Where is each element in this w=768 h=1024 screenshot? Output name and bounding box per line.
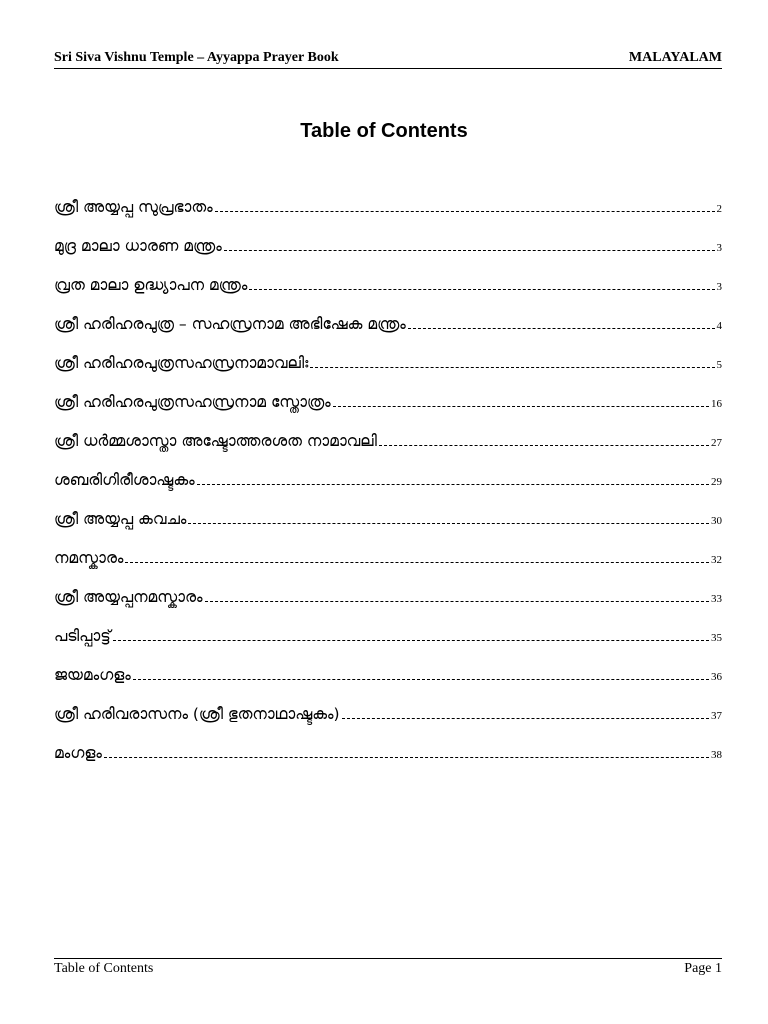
toc-entry[interactable]	[54, 336, 722, 375]
toc-leader	[133, 678, 709, 680]
toc-leader	[197, 483, 709, 485]
toc-entry-label: മംഗളം	[54, 744, 102, 762]
toc-entry-page: 4	[716, 320, 722, 332]
toc-entry[interactable]	[54, 297, 722, 336]
page-footer	[54, 958, 722, 977]
footer-page-number: Page 1	[684, 961, 722, 976]
toc-entry-label: പടിപ്പാട്ട്	[54, 627, 111, 645]
toc-leader	[188, 522, 709, 524]
toc-entry-page: 37	[711, 710, 722, 722]
toc-entry-page: 36	[711, 671, 722, 683]
footer-section-title: Table of Contents	[54, 961, 154, 976]
toc-entry-page: 35	[711, 632, 722, 644]
toc-entry-label: ശ്രീ ഹരിഹരപുത്ര – സഹസ്രനാമ അഭിഷേക മന്ത്രം	[54, 315, 406, 333]
toc-entry-page: 32	[711, 554, 722, 566]
toc-entry[interactable]	[54, 180, 722, 219]
toc-entry[interactable]	[54, 219, 722, 258]
toc-entry-page: 5	[716, 359, 722, 371]
toc-entry-label: നമസ്കാരം	[54, 549, 124, 567]
toc-entry-label: ശ്രീ ധർമ്മശാസ്താ അഷ്ടോത്തരശത നാമാവലി	[54, 432, 377, 450]
table-of-contents	[54, 180, 722, 765]
toc-entry[interactable]	[54, 453, 722, 492]
toc-entry-page: 30	[711, 515, 722, 527]
toc-entry[interactable]	[54, 375, 722, 414]
toc-entry-label: ശ്രീ അയ്യപ്പ കവചം	[54, 510, 187, 528]
toc-entry-label: ശബരിഗിരീശാഷ്ടകം	[54, 471, 195, 489]
toc-entry[interactable]	[54, 414, 722, 453]
toc-entry-page: 29	[711, 476, 722, 488]
toc-entry[interactable]	[54, 570, 722, 609]
toc-entry[interactable]	[54, 531, 722, 570]
toc-entry-page: 16	[711, 398, 722, 410]
page-header	[54, 46, 722, 69]
toc-entry[interactable]	[54, 258, 722, 297]
toc-leader	[342, 717, 709, 719]
toc-entry-page: 27	[711, 437, 722, 449]
toc-entry[interactable]	[54, 687, 722, 726]
toc-entry-page: 38	[711, 749, 722, 761]
toc-leader	[408, 327, 715, 329]
toc-leader	[215, 210, 715, 212]
toc-entry-label: ജയമംഗളം	[54, 666, 131, 684]
toc-leader	[249, 288, 714, 290]
toc-entry-page: 2	[716, 203, 722, 215]
toc-entry-label: വ്രത മാലാ ഉദ്ധ്യാപന മന്ത്രം	[54, 276, 248, 294]
toc-entry[interactable]	[54, 648, 722, 687]
toc-entry-label: മുദ്ര മാലാ ധാരണ മന്ത്രം	[54, 237, 222, 255]
toc-leader	[379, 444, 709, 446]
toc-entry[interactable]	[54, 726, 722, 765]
toc-entry-page: 3	[716, 242, 722, 254]
toc-leader	[104, 756, 709, 758]
toc-entry[interactable]	[54, 609, 722, 648]
toc-leader	[125, 561, 709, 563]
toc-entry-label: ശ്രീ അയ്യപ്പ സുപ്രഭാതം	[54, 198, 213, 216]
toc-leader	[224, 249, 715, 251]
toc-leader	[205, 600, 709, 602]
toc-entry[interactable]	[54, 492, 722, 531]
toc-entry-label: ശ്രീ ഹരിഹരപുത്രസഹസ്രനാമാവലിഃ	[54, 354, 309, 372]
toc-entry-label: ശ്രീ അയ്യപ്പനമസ്കാരം	[54, 588, 203, 606]
toc-entry-label: ശ്രീ ഹരിഹരപുത്രസഹസ്രനാമ സ്തോത്രം	[54, 393, 331, 411]
page-title: Table of Contents	[300, 120, 468, 142]
toc-leader	[310, 366, 714, 368]
header-language: MALAYALAM	[628, 50, 722, 65]
toc-leader	[113, 639, 709, 641]
toc-entry-page: 33	[711, 593, 722, 605]
toc-entry-label: ശ്രീ ഹരിവരാസനം (ശ്രീ ഭുതനാഥാഷ്ടകം)	[54, 705, 340, 723]
toc-leader	[333, 405, 709, 407]
header-book-title: Sri Siva Vishnu Temple – Ayyappa Prayer Book	[54, 50, 339, 65]
toc-entry-page: 3	[716, 281, 722, 293]
